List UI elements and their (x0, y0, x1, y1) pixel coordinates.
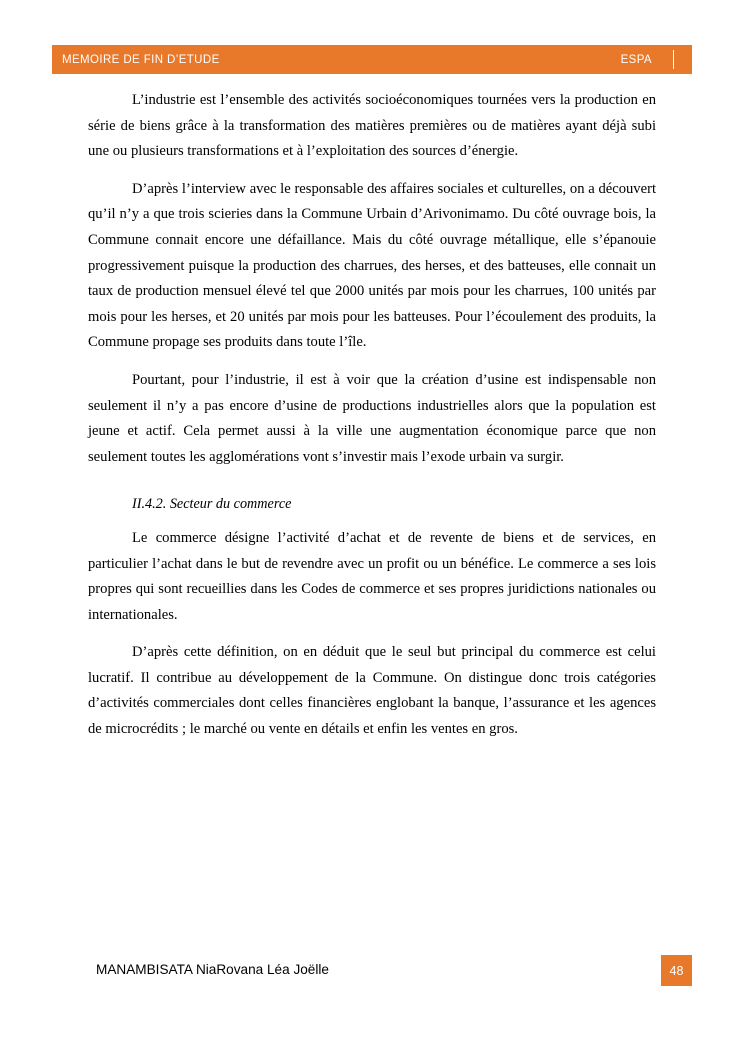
header-divider (673, 50, 674, 69)
page-number-badge: 48 (661, 955, 692, 986)
section-heading: II.4.2. Secteur du commerce (132, 496, 292, 513)
footer-author-name: MANAMBISATA NiaRovana Léa Joëlle (96, 962, 329, 977)
page-header-band (52, 45, 692, 74)
paragraph: D’après l’interview avec le responsable des affaires sociales et culturelles, on a découvert qu’il n’y a que trois scieries dans la Commune Urbain d’Arivonimamo. Du côté ouvrage bois, la Commune connait encore une défaillance. Mais du côté ouvrage métallique, elle s’épanouie progressivement puisque la production des charrues, des herses, et des batteuses, elle connait un taux de production mensuel élevé tel que 2000 unités par mois pour les charrues, 100 unités par mois pour les herses, et 20 unités par mois pour les batteuses. Pour l’écoulement des produits, la Commune propage ses produits dans toute l’île. (88, 180, 656, 351)
paragraph: L’industrie est l’ensemble des activités socioéconomiques tournées vers la production en série de biens grâce à la transformation des matières premières ou de matières ayant déjà subi une ou plusieurs transformations et à l’exploitation des sources d’énergie. (88, 92, 656, 160)
paragraph: Pourtant, pour l’industrie, il est à voir que la création d’usine est indispensable non seulement il n’y a pas encore d’usine de productions industrielles alors que la population est jeune et actif. Cela permet aussi à la ville une augmentation économique parce que non seulement toutes les agglomérations vont s’investir mais l’exode urbain va surgir. (88, 371, 656, 465)
page-footer (52, 955, 692, 989)
paragraph: D’après cette définition, on en déduit que le seul but principal du commerce est celui lucratif. Il contribue au développement de la Commune. On distingue donc trois catégories d’activités commerciales dont celles financières englobant la banque, l’assurance et les agences de microcrédits ; le marché ou vente en détails et enfin les ventes en gros. (88, 644, 656, 738)
header-document-title: MEMOIRE DE FIN D’ETUDE (62, 53, 220, 66)
paragraph: Le commerce désigne l’activité d’achat et de revente de biens et de services, en particulier l’achat dans le but de revendre avec un profit ou un bénéfice. Le commerce a ses lois propres qui sont recueillies dans les Codes de commerce et ses propres juridictions nationales ou internationales. (88, 529, 656, 623)
document-body (88, 88, 656, 743)
header-institution: ESPA (620, 53, 652, 66)
